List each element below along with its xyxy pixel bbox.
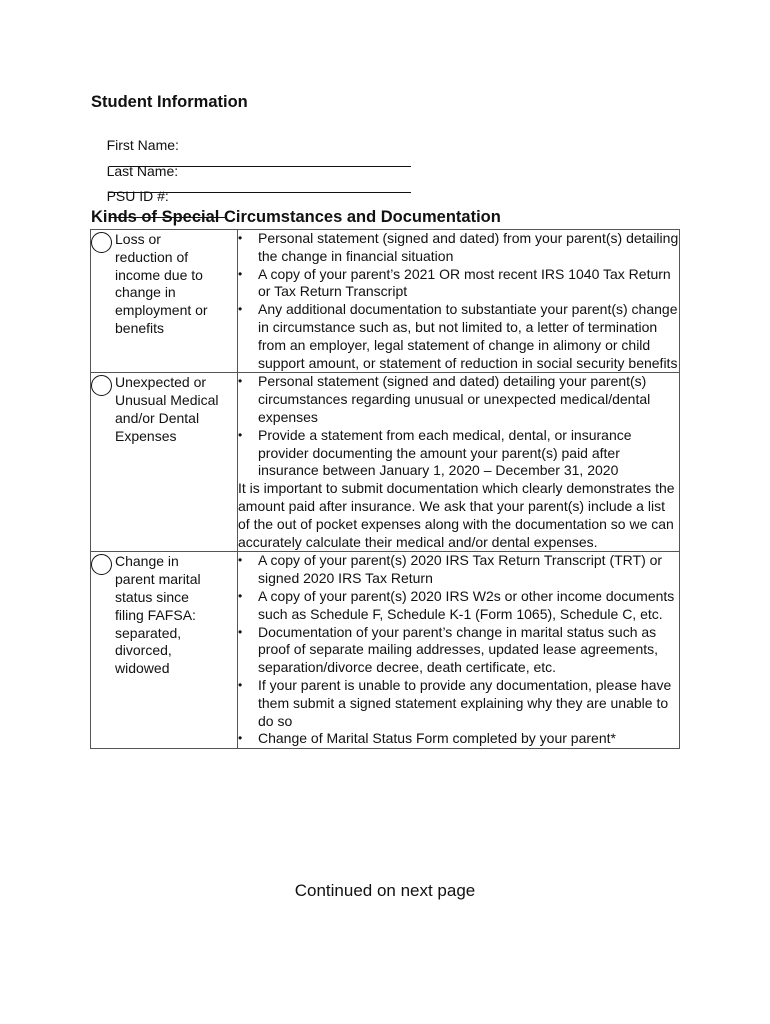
documentation-item: • If your parent is unable to provide any documentation, please have them submit a signed statement explaining why they are unable to do so: [238, 677, 679, 730]
documentation-item: • Documentation of your parent’s change in marital status such as proof of separate mailing addresses, updated lease agreements, separation/divorce decree, death certificate, etc.: [238, 624, 679, 677]
psu-id-field: [91, 172, 225, 237]
documentation-item: • Personal statement (signed and dated) detailing your parent(s) circumstances regarding unusual or unexpected medical/dental expenses: [238, 373, 679, 426]
documentation-item: • Personal statement (signed and dated) from your parent(s) detailing the change in financial situation: [238, 230, 679, 266]
documentation-item: • A copy of your parent(s) 2020 IRS W2s or other income documents such as Schedule F, Schedule K-1 (Form 1065), Schedule C, etc.: [238, 588, 679, 624]
circumstance-radio[interactable]: [91, 554, 112, 575]
circumstance-radio[interactable]: [91, 232, 112, 253]
documentation-item: • A copy of your parent(s) 2020 IRS Tax Return Transcript (TRT) or signed 2020 IRS Tax Return: [238, 552, 679, 588]
last-name-label: Last Name:: [106, 163, 179, 179]
documentation-cell: [238, 552, 680, 749]
documentation-cell: [238, 230, 680, 373]
circumstance-label-cell: [91, 230, 238, 373]
documentation-list: [238, 373, 679, 480]
circumstance-label: Change in parent marital status since filing FAFSA: separated, divorced, widowed: [115, 553, 201, 677]
student-information-heading: Student Information: [91, 93, 248, 111]
documentation-item: • Provide a statement from each medical, dental, or insurance provider documenting the amount your parent(s) paid after insurance between January 1, 2020 – December 31, 2020: [238, 427, 679, 480]
documentation-note: It is important to submit documentation which clearly demonstrates the amount paid after insurance. We ask that your parent(s) include a list of the out of pocket expenses along with the documentation so we can accurately calculate their medical and/or dental expenses.: [238, 480, 675, 550]
circumstance-label: Unexpected or Unusual Medical and/or Dental Expenses: [115, 374, 219, 444]
circumstances-table: [90, 229, 680, 749]
first-name-label: First Name:: [106, 137, 179, 153]
circumstance-label-cell: [91, 552, 238, 749]
circumstance-label: Loss or reduction of income due to change in employment or benefits: [115, 231, 208, 336]
circumstance-radio[interactable]: [91, 375, 112, 396]
kinds-heading: Kinds of Special Circumstances and Documentation: [91, 208, 501, 226]
documentation-list: [238, 230, 679, 372]
circumstance-row: [91, 230, 680, 373]
continued-note: Continued on next page: [294, 881, 476, 900]
documentation-item: • A copy of your parent’s 2021 OR most recent IRS 1040 Tax Return or Tax Return Transcript: [238, 266, 679, 302]
documentation-item: • Any additional documentation to substantiate your parent(s) change in circumstance such as, but not limited to, a letter of termination from an employer, legal statement of change in alimony or child support amount, or statement of reduction in social security benefits: [238, 301, 679, 372]
circumstance-row: [91, 373, 680, 552]
circumstance-row: [91, 552, 680, 749]
psu-id-label: PSU ID #:: [106, 188, 169, 204]
circumstance-label-cell: [91, 373, 238, 552]
documentation-cell: [238, 373, 680, 552]
documentation-item: • Change of Marital Status Form completed by your parent*: [238, 730, 679, 748]
documentation-list: [238, 552, 679, 748]
